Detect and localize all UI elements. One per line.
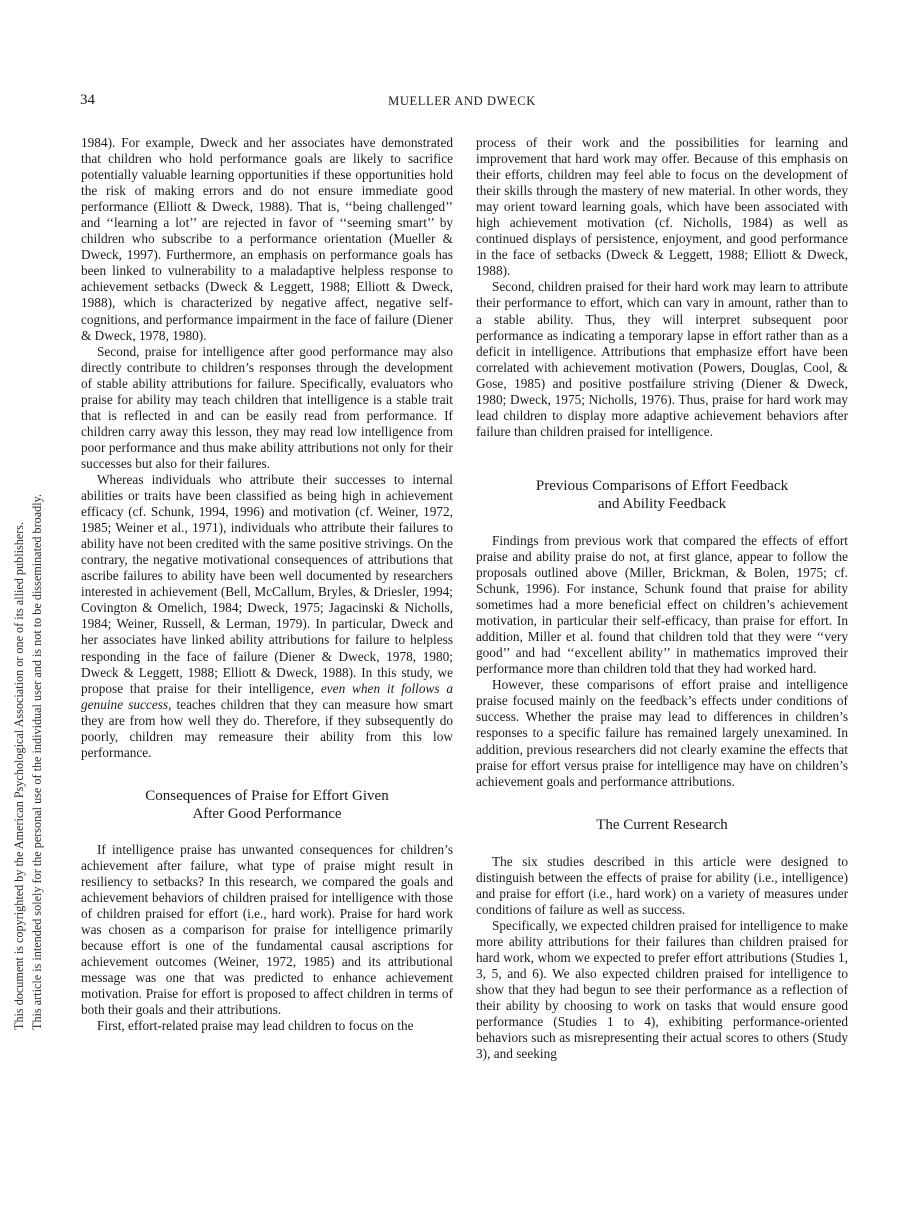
paragraph: Second, praise for intelligence after good performance may also directly contribute to children’s responses through the development of stable ability attributions for failure. Specifically, evaluators who praise for ability may teach children that intelligence is a stable trait that is reflected in and can be easily read from performance. If children carry away this lesson, they may read low intelligence from poor performance and thus make ability attributions not only for their successes but also for their failures. [81,343,453,471]
paragraph [81,472,453,761]
paragraph: Findings from previous work that compared the effects of effort praise and ability praise do not, at first glance, appear to follow the proposals outlined above (Miller, Brickman, & Bolen, 1975; cf. Schunk, 1996). For instance, Schunk found that praise for ability sometimes had a more beneficial effect on children’s achievement motivation, in particular their self-efficacy, than praise for effort. In addition, Miller et al. found that children told that they were ‘‘very good’’ and had ‘‘excellent ability’’ in mathematics improved their performance more than children told that they had worked hard. [476,532,848,677]
paragraph: However, these comparisons of effort praise and intelligence praise focused mainly on the feedback’s effects under conditions of success. Whether the praise may lead to differences in children’s responses to a specific failure has remained largely unexamined. In addition, previous researchers did not clearly examine the effects that praise for effort versus praise for intelligence may have on children’s achievement goals and performance attributions. [476,677,848,789]
section-heading-line: Consequences of Praise for Effort Given [145,787,389,804]
section-heading [81,787,453,823]
paragraph: If intelligence praise has unwanted consequences for children’s achievement after failure, what type of praise might result in resiliency to setbacks? In this research, we compared the goals and achievement behaviors of children praised for intelligence with those of children praised for effort (i.e., hard work). Praise for hard work was chosen as a comparison for praise for intelligence primarily because effort is one of the fundamental causal ascriptions for achievement outcomes (Weiner, 1972, 1985) and its attributional message was one that was predicted to enhance achievement motivation. Praise for effort is proposed to affect children in terms of both their goals and their attributions. [81,841,453,1018]
copyright-notice-line-2: This article is intended solely for the personal use of the individual user and is not to be disseminated broadly. [30,493,44,1030]
paragraph: process of their work and the possibilities for learning and improvement that hard work may offer. Because of this emphasis on their efforts, children may feel able to focus on the development of their skills through the mastery of new material. In other words, they may orient toward learning goals, which have been associated with high achievement motivation (cf. Nicholls, 1984) as well as continued displays of persistence, enjoyment, and good performance in the face of setbacks (Dweck & Leggett, 1988; Elliott & Dweck, 1988). [476,135,848,279]
copyright-notice-line-1: This document is copyrighted by the American Psychological Association or one of its allied publishers. [12,521,26,1030]
left-column [81,135,453,1034]
paragraph-text: Whereas individuals who attribute their successes to internal abilities or traits have been classified as being high in achievement efficacy (cf. Schunk, 1994, 1996) and motivation (cf. Weiner, 1972, 1985; Weiner et al., 1971), individuals who attribute their failures to ability have not been credited with the same positive strivings. On the contrary, the negative motivational consequences of attributions that ascribe failures to ability have been well documented by researchers interested in achievement (Bell, McCallum, Bryles, & Driesler, 1994; Covington & Omelich, 1984; Dweck, 1975; Jagacinski & Nicholls, 1984; Weiner, Russell, & Lerman, 1979). In particular, Dweck and her associates have linked ability attributions for failure to helpless responding in the face of failure (Diener & Dweck, 1978, 1980; Dweck & Leggett, 1988; Elliott & Dweck, 1988). In this study, we propose that praise for their intelligence, [81,471,453,696]
section-heading [476,477,848,513]
section-heading-line: The Current Research [596,816,728,833]
paragraph: Specifically, we expected children praised for intelligence to make more ability attributions for their failures than children praised for hard work, whom we expected to prefer effort attributions (Studies 1, 3, 5, and 6). We also expected children praised for intelligence to show that they had begun to see their performance as a reflection of their ability by choosing to work on tasks that would ensure good performance (Studies 1 to 4), exhibiting performance-oriented behaviors such as misrepresenting their actual scores to others (Study 3), and seeking [476,917,848,1062]
section-heading-line: Previous Comparisons of Effort Feedback [535,477,789,494]
paragraph: First, effort-related praise may lead children to focus on the [97,1018,414,1034]
running-head: MUELLER AND DWECK [388,94,536,108]
emphasized-text: even when it follows a genuine success, [81,680,453,712]
section-heading [476,816,848,834]
paragraph-text: teaches children that they can measure how smart they are from how well they do. Therefore, if they subsequently do poorly, children may remeasure their ability from this low performance. [81,696,453,760]
section-heading-line: After Good Performance [192,805,342,822]
page-number: 34 [80,92,95,108]
copyright-notice [10,50,50,1030]
paragraph: The six studies described in this article were designed to distinguish between the effects of praise for ability (i.e., intelligence) and praise for effort (i.e., hard work) on a variety of measures under conditions of failure as well as success. [476,853,848,917]
section-heading-line: and Ability Feedback [597,495,727,512]
paragraph: 1984). For example, Dweck and her associates have demonstrated that children who hold performance goals are likely to sacrifice potentially valuable learning opportunities if these opportunities hold the risk of making errors and do not ensure immediate good performance (Elliott & Dweck, 1988). That is, ‘‘being challenged’’ and ‘‘learning a lot’’ are rejected in favor of ‘‘seeming smart’’ by children who subscribe to a performance orientation (Mueller & Dweck, 1997). Furthermore, an emphasis on performance goals has been linked to vulnerability to a maladaptive helpless response to achievement setbacks (Dweck & Leggett, 1988; Elliott & Dweck, 1988), which is characterized by negative affect, negative self-cognitions, and performance impairment in the face of failure (Diener & Dweck, 1978, 1980). [81,135,453,343]
paragraph: Second, children praised for their hard work may learn to attribute their performance to effort, which can vary in amount, rather than to a stable ability. Thus, they will interpret subsequent poor performance as indicating a temporary lapse in effort rather than as a deficit in intelligence. Attributions that emphasize effort have been correlated with achievement motivation (Powers, Douglas, Cool, & Gose, 1985) and positive postfailure striving (Diener & Dweck, 1980; Dweck, 1975; Nicholls, 1976). Thus, praise for hard work may lead children to display more adaptive achievement behaviors after failure than children praised for intelligence. [476,279,848,439]
right-column [476,135,848,1062]
